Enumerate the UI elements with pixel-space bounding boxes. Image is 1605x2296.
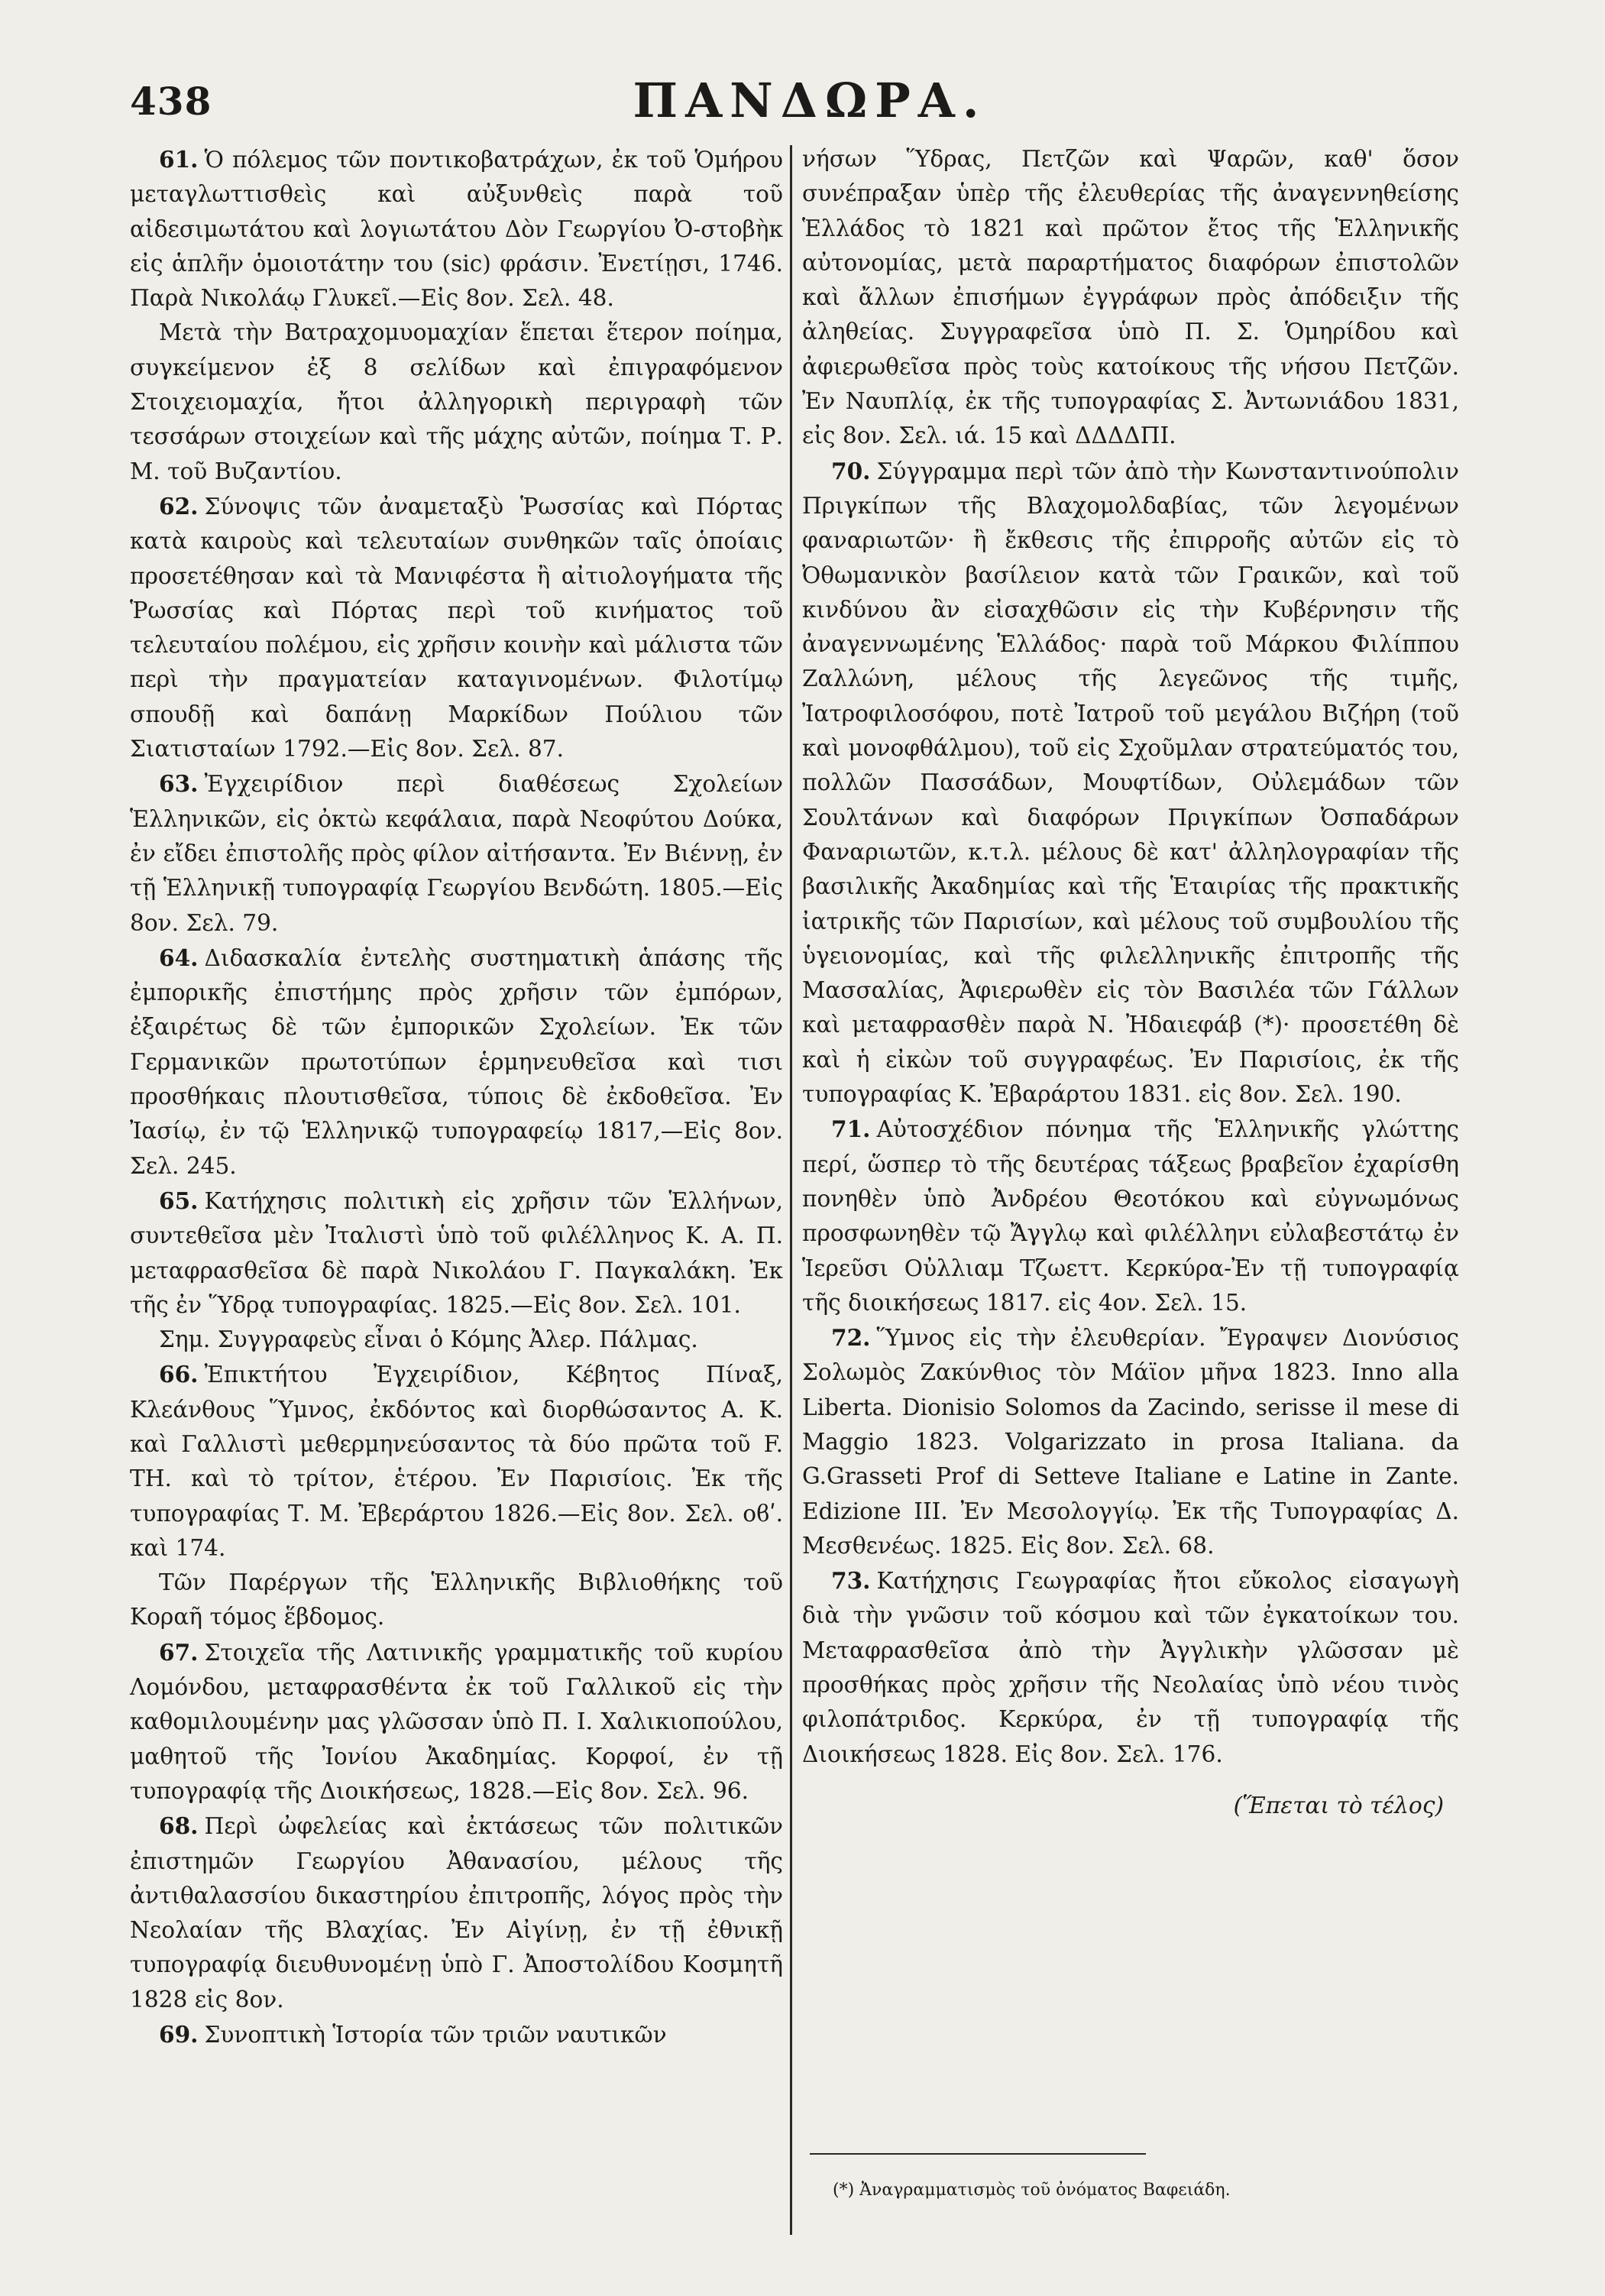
entry-number: 69. xyxy=(159,2021,199,2048)
entry-68 xyxy=(130,1809,783,2017)
entry-62 xyxy=(130,489,783,766)
entry-number: 71. xyxy=(831,1116,871,1143)
footnote: (*) Ἀναγραμματισμὸς τοῦ ὀνόματος Βαφειάδη. xyxy=(833,2181,1231,2200)
entry-text: Σύγγραμμα περὶ τῶν ἀπὸ τὴν Κωνσταντινούπολιν Πριγκίπων τῆς Βλαχομολδαβίας, τῶν λεγομένων φαναριωτῶν· ἢ ἔκθεσις τῆς ἐπιρροῆς αὐτῶν εἰς τὸ Ὀθωμανικὸν βασίλειον κατὰ τῶν Γραικῶν, καὶ τοῦ κινδύνου ἂν εἰσαχθῶσιν εἰς τὴν Κυβέρνησιν τῆς ἀναγεννωμένης Ἑλλάδος· παρὰ τοῦ Μάρκου Φιλίππου Ζαλλώνη, μέλους τῆς λεγεῶνος τῆς τιμῆς, Ἰατροφιλοσόφου, ποτὲ Ἰατροῦ τοῦ μεγάλου Βιζήρη (τοῦ καὶ μονοφθάλμου), τοῦ εἰς Σχοῦμλαν στρατεύματός του, πολλῶν Πασσάδων, Μουφτίδων, Οὐλεμάδων τῶν Σουλτάνων καὶ διαφόρων Πριγκίπων Ὀσπαδάρων Φαναριωτῶν, κ.τ.λ. μέλους δὲ κατ' ἀλληλογραφίαν τῆς βασιλικῆς Ἀκαδημίας καὶ τῆς Ἑταιρίας τῆς πρακτικῆς ἰατρικῆς τῶν Παρισίων, καὶ μέλους τοῦ συμβουλίου τῆς ὑγειονομίας, καὶ τῆς φιλελληνικῆς ἐπιτροπῆς τῆς Μασσαλίας, Ἀφιερωθὲν εἰς τὸν Βασιλέα τῶν Γάλλων καὶ μεταφρασθὲν παρὰ Ν. Ἠδαιεφάβ (*)· προσετέθη δὲ καὶ ἡ εἰκὼν τοῦ συγγραφέως. Ἐν Παρισίοις, ἐκ τῆς τυπογραφίας Κ. Ἐβαράρτου 1831. εἰς 8ον. Σελ. 190. xyxy=(802,458,1459,1108)
entry-65 xyxy=(130,1184,783,1323)
entry-number: 70. xyxy=(831,457,871,484)
footnote-rule xyxy=(810,2153,1146,2155)
column-divider xyxy=(790,145,792,2235)
entry-text: Κατήχησις Γεωγραφίας ἤτοι εὔκολος εἰσαγωγὴ διὰ τὴν γνῶσιν τοῦ κόσμου καὶ τῶν ἐγκατοίκων του. Μεταφρασθεῖσα ἀπὸ τὴν Ἀγγλικὴν γλῶσσαν μὲ προσθήκας πρὸς χρῆσιν τῆς Νεολαίας ὑπὸ νέου τινὸς φιλοπάτριδος. Κερκύρα, ἐν τῇ τυπογραφίᾳ τῆς Διοικήσεως 1828. Εἰς 8ον. Σελ. 176. xyxy=(802,1568,1459,1767)
entry-72 xyxy=(802,1320,1459,1563)
entry-text: Ἐπικτήτου Ἐγχειρίδιον, Κέβητος Πίναξ, Κλεάνθους Ὕμνος, ἐκδόντος καὶ διορθώσαντος Α. Κ. καὶ Γαλλιστὶ μεθερμηνεύσαντος τὰ δύο πρῶτα τοῦ F. TH. καὶ τὸ τρίτον, ἑτέρου. Ἐν Παρισίοις. Ἐκ τῆς τυπογραφίας Τ. Μ. Ἐβεράρτου 1826.—Εἰς 8ον. Σελ. οϐʹ. καὶ 174. xyxy=(130,1362,783,1561)
entry-text: Στοιχεῖα τῆς Λατινικῆς γραμματικῆς τοῦ κυρίου Λομόνδου, μεταφρασθέντα ἐκ τοῦ Γαλλικοῦ εἰς τὴν καθομιλουμένην μας γλῶσσαν ὑπὸ Π. Ι. Χαλικιοπούλου, μαθητοῦ τῆς Ἰονίου Ἀκαδημίας. Κορφοί, ἐν τῇ τυπογραφίᾳ τῆς Διοικήσεως, 1828.—Εἰς 8ον. Σελ. 96. xyxy=(130,1639,783,1804)
entry-63 xyxy=(130,766,783,940)
entry-71 xyxy=(802,1112,1459,1320)
entry-73 xyxy=(802,1563,1459,1772)
entry-70 xyxy=(802,454,1459,1112)
entry-text: Τῶν Παρέργων τῆς Ἑλληνικῆς Βιβλιοθήκης τοῦ Κοραῆ τόμος ἕβδομος. xyxy=(130,1569,783,1631)
page-header xyxy=(130,73,1490,134)
entry-number: 62. xyxy=(159,492,199,520)
entry-64 xyxy=(130,941,783,1184)
entry-text: Μετὰ τὴν Βατραχομυομαχίαν ἕπεται ἕτερον ποίημα, συγκείμενον ἐξ 8 σελίδων καὶ ἐπιγραφόμενον Στοιχειομαχία, ἤτοι ἀλληγορικὴ περιγραφὴ τῶν τεσσάρων στοιχείων καὶ τῆς μάχης αὐτῶν, ποίημα Τ. Ρ. Μ. τοῦ Βυζαντίου. xyxy=(130,319,783,484)
entry-number: 73. xyxy=(831,1567,871,1595)
entry-number: 61. xyxy=(159,146,199,173)
running-title: ΠΑΝΔΩΡΑ. xyxy=(633,73,987,128)
page-number: 438 xyxy=(130,79,212,124)
entry-text: Διδασκαλία ἐντελὴς συστηματικὴ ἁπάσης τῆς ἐμπορικῆς ἐπιστήμης πρὸς χρῆσιν τῶν ἐμπόρων, ἐξαιρέτως δὲ τῶν ἐμπορικῶν Σχολείων. Ἐκ τῶν Γερμανικῶν πρωτοτύπων ἑρμηνευθεῖσα καὶ τισι προσθήκαις πλουτισθεῖσα, τύποις δὲ ἐκδοθεῖσα. Ἐν Ἰασίῳ, ἐν τῷ Ἑλληνικῷ τυπογραφείῳ 1817,—Εἰς 8ον. Σελ. 245. xyxy=(130,944,783,1179)
entry-text: Σύνοψις τῶν ἀναμεταξὺ Ῥωσσίας καὶ Πόρτας κατὰ καιροὺς καὶ τελευταίων συνθηκῶν ταῖς ὁποίαις προσετέθησαν καὶ τὰ Μανιφέστα ἢ αἰτιολογήματα τῆς Ῥωσσίας καὶ Πόρτας περὶ τοῦ κινήματος τοῦ τελευταίου πολέμου, εἰς χρῆσιν κοινὴν καὶ μάλιστα τῶν περὶ τὴν πραγματείαν καταγινομένων. Φιλοτίμῳ σπουδῇ καὶ δαπάνῃ Μαρκίδων Πούλιου τῶν Σιατισταίων 1792.—Εἰς 8ον. Σελ. 87. xyxy=(130,493,783,763)
left-column xyxy=(130,142,783,2052)
entry-number: 65. xyxy=(159,1187,199,1214)
entry-number: 64. xyxy=(159,944,199,971)
entry-65-note: Σημ. Συγγραφεὺς εἶναι ὁ Κόμης Ἀλερ. Πάλμας. xyxy=(159,1326,698,1353)
entry-66 xyxy=(130,1357,783,1566)
entry-text: Αὐτοσχέδιον πόνημα τῆς Ἑλληνικῆς γλώττης περί, ὥσπερ τὸ τῆς δευτέρας τάξεως βραβεῖον ἐχαρίσθη πονηθὲν ὑπὸ Ἀνδρέου Θεοτόκου καὶ εὐγνωμόνως προσφωνηθὲν τῷ Ἄγγλῳ καὶ φιλέλληνι εὐλαβεστάτῳ ἐν Ἱερεῦσι Οὐλλιαμ Τζωεττ. Κερκύρα-Ἐν τῇ τυπογραφίᾳ τῆς διοικήσεως 1817. εἰς 4ον. Σελ. 15. xyxy=(802,1116,1459,1316)
entry-61 xyxy=(130,142,783,316)
continued-note: (Ἕπεται τὸ τέλος) xyxy=(1233,1792,1444,1818)
entry-text: Ὕμνος εἰς τὴν ἐλευθερίαν. Ἔγραψεν Διονύσιος Σολωμὸς Ζακύνθιος τὸν Μάϊον μῆνα 1823. Inno alla Liberta. Dionisio Solomos da Zacindo, serisse il mese di Maggio 1823. Volgarizzato in prosa Italiana. da G.Grasseti Prof di Setteve Italiane e Latine in Zante. Edizione III. Ἐν Μεσολογγίῳ. Ἐκ τῆς Τυπογραφίας Δ. Μεσθενέως. 1825. Εἰς 8ον. Σελ. 68. xyxy=(802,1325,1459,1559)
entry-text: Συνοπτικὴ Ἱστορία τῶν τριῶν ναυτικῶν xyxy=(204,2022,667,2048)
entry-67 xyxy=(130,1635,783,1809)
entry-number: 66. xyxy=(159,1361,199,1388)
entry-number: 72. xyxy=(831,1324,871,1352)
entry-text: Ἐγχειρίδιον περὶ διαθέσεως Σχολείων Ἑλληνικῶν, εἰς ὀκτὼ κεφάλαια, παρὰ Νεοφύτου Δούκα, ἐν εἴδει ἐπιστολῆς πρὸς φίλον αἰτήσαντα. Ἐν Βιέννῃ, ἐν τῇ Ἑλληνικῇ τυπογραφίᾳ Γεωργίου Βενδώτη. 1805.—Εἰς 8ον. Σελ. 79. xyxy=(130,771,783,936)
entry-69 xyxy=(130,2017,783,2052)
entry-66-note xyxy=(130,1566,783,1635)
entry-text: Ὁ πόλεμος τῶν ποντικοβατράχων, ἐκ τοῦ Ὁμήρου μεταγλωττισθεὶς καὶ αὐξυνθεὶς παρὰ τοῦ αἰδεσιμωτάτου καὶ λογιωτάτου Δὸν Γεωργίου Ὀ-στοβὴκ εἰς ἁπλῆν ὁμοιοτάτην του (sic) φράσιν. Ἐνετίῃσι, 1746. Παρὰ Νικολάῳ Γλυκεῖ.—Εἰς 8ον. Σελ. 48. xyxy=(130,147,783,312)
entry-number: 67. xyxy=(159,1638,199,1666)
right-column xyxy=(802,142,1459,1846)
entry-number: 68. xyxy=(159,1812,199,1840)
entry-text: Κατήχησις πολιτικὴ εἰς χρῆσιν τῶν Ἑλλήνων, συντεθεῖσα μὲν Ἰταλιστὶ ὑπὸ τοῦ φιλέλληνος Κ. Α. Π. μεταφρασθεῖσα δὲ παρὰ Νικολάου Γ. Παγκαλάκη. Ἐκ τῆς ἐν Ὕδρᾳ τυπογραφίας. 1825.—Εἰς 8ον. Σελ. 101. xyxy=(130,1187,783,1318)
entry-text: Περὶ ὠφελείας καὶ ἐκτάσεως τῶν πολιτικῶν ἐπιστημῶν Γεωργίου Ἀθανασίου, μέλους τῆς ἀντιθαλασσίου δικαστηρίου ἐπιτροπῆς, λόγος πρὸς τὴν Νεολαίαν τῆς Βλαχίας. Ἐν Αἰγίνῃ, ἐν τῇ ἐθνικῇ τυπογραφίᾳ διευθυνομένῃ ὑπὸ Γ. Ἀποστολίδου Κοσμητῆ 1828 εἰς 8ον. xyxy=(130,1813,783,2013)
entry-number: 63. xyxy=(159,770,199,798)
entry-61-note xyxy=(130,316,783,488)
entry-69-continuation: νήσων Ὕδρας, Πετζῶν καὶ Ψαρῶν, καθ' ὅσον συνέπραξαν ὑπὲρ τῆς ἐλευθερίας τῆς ἀναγεννηθείσης Ἑλλάδος τὸ 1821 καὶ πρῶτον ἔτος τῆς Ἑλληνικῆς αὐτονομίας, μετὰ παραρτήματος διαφόρων ἐπιστολῶν καὶ ἄλλων ἐπισήμων ἐγγράφων πρὸς ἀπόδειξιν τῆς ἀληθείας. Συγγραφεῖσα ὑπὸ Π. Σ. Ὁμηρίδου καὶ ἀφιερωθεῖσα πρὸς τοὺς κατοίκους τῆς νήσου Πετζῶν. Ἐν Ναυπλίᾳ, ἐκ τῆς τυπογραφίας Σ. Ἀντωνιάδου 1831, εἰς 8ον. Σελ. ιά. 15 καὶ ΔΔΔΔΠΙ. xyxy=(802,146,1459,449)
